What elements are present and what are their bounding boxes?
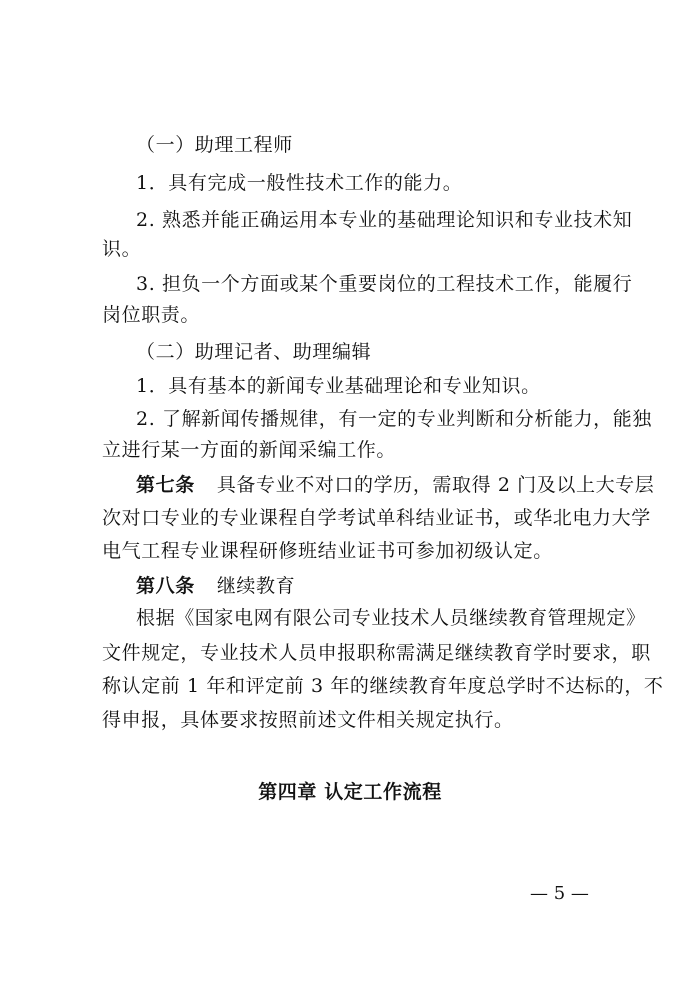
article-7-line: 电气工程专业课程研修班结业证书可参加初级认定。 <box>102 540 553 562</box>
article-7-line <box>136 472 655 498</box>
section-heading-assistant-engineer: （一）助理工程师 <box>136 134 293 156</box>
article-7-label: 第七条 <box>136 474 195 496</box>
article-8-line: 根据《国家电网有限公司专业技术人员继续教育管理规定》 <box>136 607 646 629</box>
article-8-label: 第八条 <box>136 575 195 597</box>
article-7-text: 具备专业不对口的学历，需取得 2 门及以上大专层 <box>216 474 655 496</box>
article-8-title: 继续教育 <box>216 575 296 597</box>
list-item: 2. 熟悉并能正确运用本专业的基础理论知识和专业技术知 <box>136 209 633 231</box>
section-heading-assistant-reporter: （二）助理记者、助理编辑 <box>136 341 372 363</box>
article-8-line: 得申报，具体要求按照前述文件相关规定执行。 <box>102 709 514 731</box>
list-item-continuation: 立进行某一方面的新闻采编工作。 <box>102 439 397 461</box>
article-7-line: 次对口专业的专业课程自学考试单科结业证书，或华北电力大学 <box>102 507 651 529</box>
list-item: 1．具有完成一般性技术工作的能力。 <box>136 172 463 194</box>
article-8-line: 文件规定，专业技术人员申报职称需满足继续教育学时要求，职 <box>102 642 651 664</box>
page-number: — 5 — <box>530 883 589 904</box>
list-item-continuation: 识。 <box>102 238 142 260</box>
article-8-line <box>136 573 612 599</box>
list-item: 1．具有基本的新闻专业基础理论和专业知识。 <box>136 375 541 397</box>
article-8-line: 称认定前 1 年和评定前 3 年的继续教育年度总学时不达标的，不 <box>102 675 664 697</box>
list-item-continuation: 岗位职责。 <box>102 304 201 326</box>
list-item: 2. 了解新闻传播规律，有一定的专业判断和分析能力，能独 <box>136 408 652 430</box>
list-item: 3. 担负一个方面或某个重要岗位的工程技术工作，能履行 <box>136 273 633 295</box>
chapter-title: 第四章 认定工作流程 <box>258 781 442 803</box>
